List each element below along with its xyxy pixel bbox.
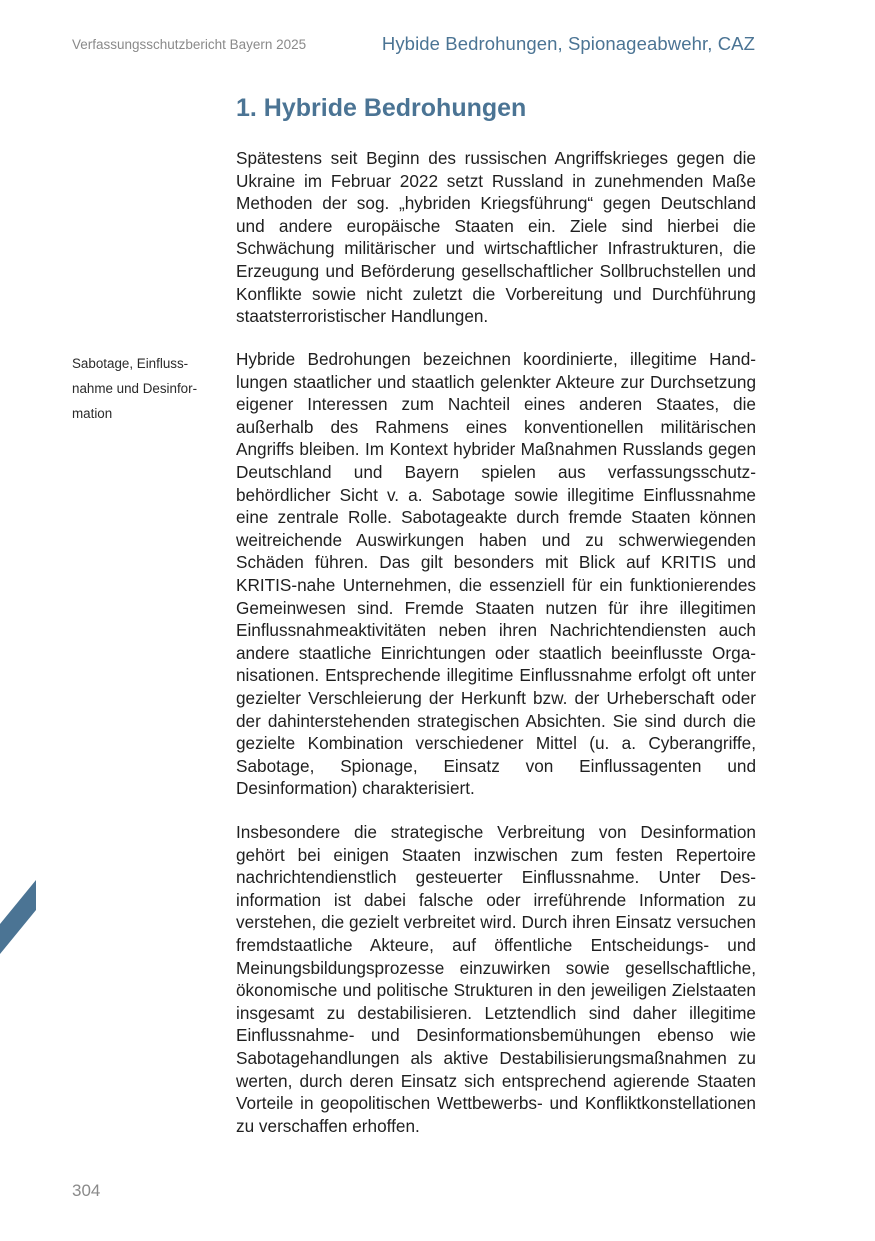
chapter-marker-shape bbox=[0, 880, 36, 954]
paragraph-intro: Spätestens seit Beginn des russischen Angriffskrieges gegen die Ukraine im Februar 2022 setzt Russland in zunehmenden Maße Methoden der sog. „hybriden Kriegsführung“ gegen Deutschland und andere europäische Staaten ein. Ziele sind hierbei die Schwächung militärischer und wirtschaftlicher Infrastrukturen, die Erzeugung und Beförderung gesellschaftlicher Sollbruchstellen und Konflikte sowie nicht zuletzt die Vorbereitung und Durchführung staatsterroristischer Handlungen. bbox=[236, 148, 756, 327]
margin-note: Sabotage, Einflussnahme und Desinformation bbox=[72, 356, 198, 421]
paragraph-disinformation: Insbesondere die strategische Verbreitung von Desinformation gehört bei einigen Staaten inzwischen zum festen Repertoire nachrichtendienstlich gesteuerter Einflussnahme. Unter Desinformation ist dabei falsche oder irreführende Information zu verstehen, die gezielt verbreitet wird. Durch ihren Einsatz versuchen fremdstaatliche Akteure, auf öffentliche Entscheidungs- und Meinungsbildungsprozesse einzuwirken sowie gesellschaftliche, ökonomische und politische Strukturen in den jeweiligen Zielstaaten insgesamt zu destabilisieren. Letztendlich sind daher illegitime Einflussnahme- und Desinformationsbemühungen ebenso wie Sabotagehandlungen als aktive Destabilisierungsmaßnahmen zu werten, durch deren Einsatz sich entsprechend agierende Staaten Vorteile in geopolitischen Wettbewerbs- und Konfliktkonstellationen zu verschaffen erhoffen. bbox=[236, 822, 756, 1136]
section-heading: 1. Hybride Bedrohungen bbox=[236, 94, 527, 122]
running-header-publication: Verfassungsschutzbericht Bayern 2025 bbox=[72, 37, 307, 52]
page-number: 304 bbox=[72, 1181, 101, 1200]
paragraph-hybrid-threats: Hybride Bedrohungen bezeichnen koordinierte, illegitime Handlungen staatlicher und staatlich gelenkter Akteure zur Durchsetzung eigener Interessen zum Nachteil eines anderen Staates, die außerhalb des Rahmens eines konventionellen militärischen Angriffs bleiben. Im Kontext hybrider Maßnahmen Russlands gegen Deutschland und Bayern spielen aus verfassungsschutzbehördlicher Sicht v. a. Sabotage sowie illegitime Einflussnahme eine zentrale Rolle. Sabotageakte durch fremde Staaten können weitreichende Auswirkungen haben und zu schwerwiegenden Schäden führen. Das gilt besonders mit Blick auf KRITIS und KRITIS-nahe Unternehmen, die essenziell für ein funktionierendes Gemeinwesen sind. Fremde Staaten nutzen für ihre illegitimen Einflussnahmeaktivitäten neben ihren Nachrichtendiensten auch andere staatliche Einrichtungen oder staatlich beeinflusste Organisationen. Entsprechende illegitime Einflussnahme erfolgt oft unter gezielter Verschleierung der Herkunft bzw. der Urheberschaft oder der dahinterstehenden strategischen Absichten. Sie sind durch die gezielte Kombination verschiedener Mittel (u. a. Cyberangriffe, Sabotage, Spionage, Einsatz von Einflussagenten und Desinformation) charakterisiert. bbox=[236, 349, 756, 799]
running-header-chapter: Hybide Bedrohungen, Spionageabwehr, CAZ bbox=[381, 33, 755, 54]
